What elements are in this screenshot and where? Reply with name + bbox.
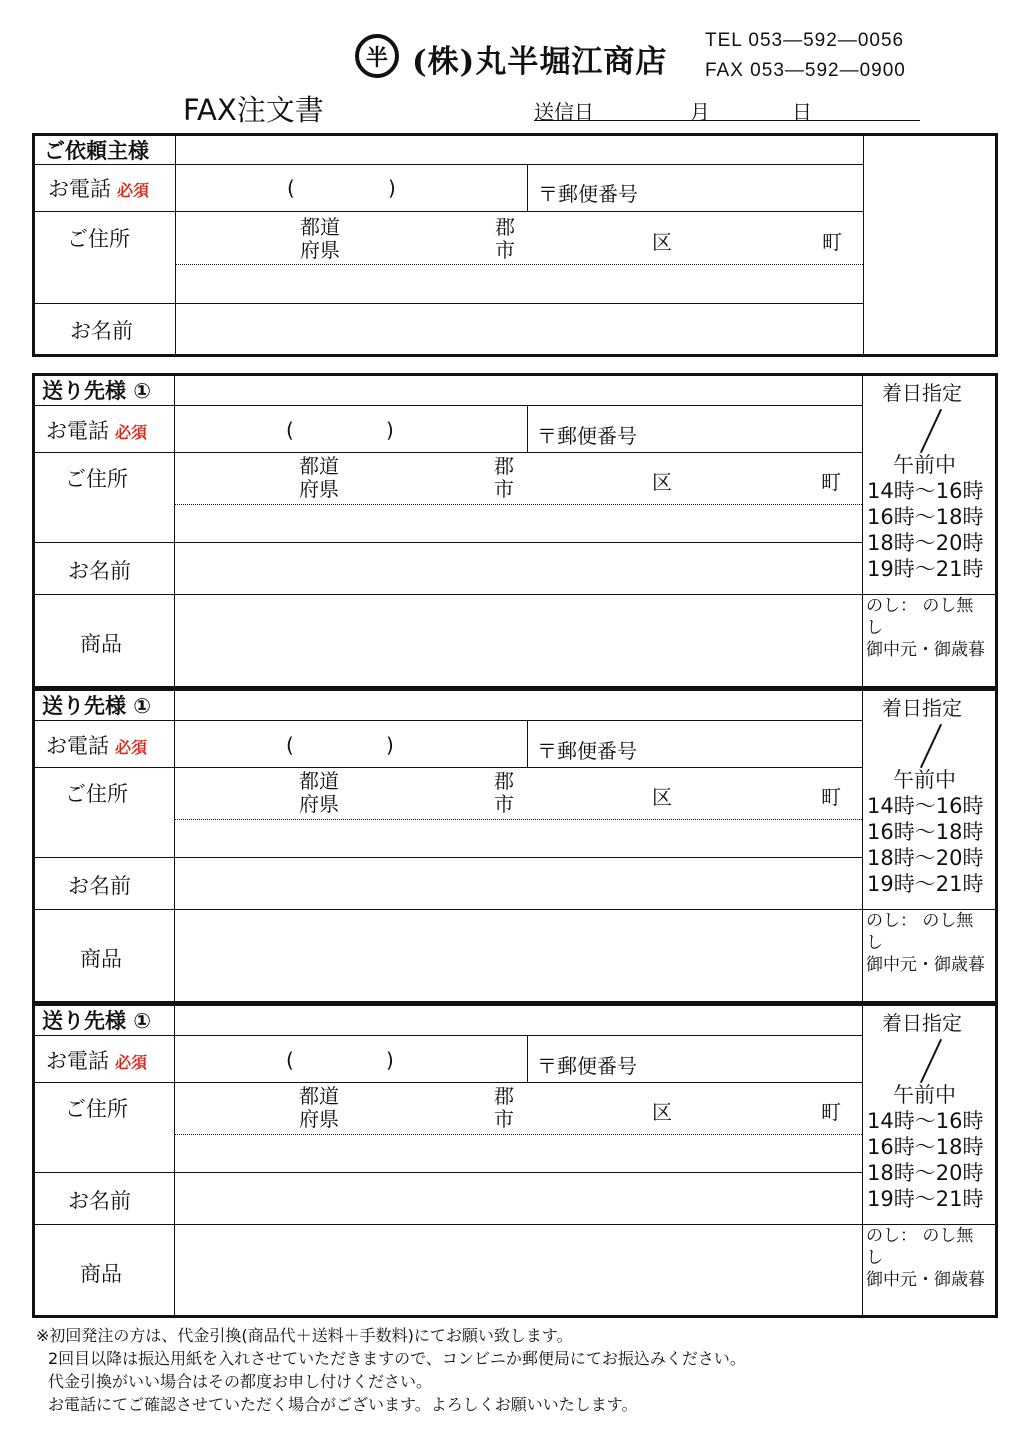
recipient-heading-text: 送り先様 ① <box>42 379 152 403</box>
delivery-date-title: 着日指定 <box>882 381 962 405</box>
tel-number: TEL 053—592—0056 <box>705 30 905 51</box>
town-label: 町 <box>822 230 842 254</box>
delivery-date-title: 着日指定 <box>882 696 962 720</box>
requester-heading-text: ご依頼主様 <box>44 139 149 163</box>
delivery-time-slot: 18時～20時 <box>867 531 984 555</box>
recipient-row-line <box>32 1224 998 1225</box>
required-badge: 必須 <box>117 181 150 200</box>
recipient-heading <box>42 690 151 720</box>
recipient-row-line <box>32 452 862 453</box>
requester-heading <box>44 135 149 165</box>
ward-label: 区 <box>652 470 672 494</box>
recipient-address-label-text: ご住所 <box>65 467 128 491</box>
recipient-phone-divider <box>527 1035 528 1082</box>
recipient-phone-label <box>46 1045 147 1075</box>
recipient-phone-divider <box>527 720 528 767</box>
recipient-product-label <box>80 943 122 973</box>
prefecture-label: 都道 府県 <box>299 1084 339 1131</box>
recipient-row-line <box>32 594 998 595</box>
recipient-address-label-text: ご住所 <box>65 1097 128 1121</box>
delivery-time-slot: 14時～16時 <box>867 479 984 503</box>
recipient-phone-label-text: お電話 <box>46 734 109 758</box>
recipient-row-line <box>32 405 862 406</box>
recipient-address-dotted <box>174 1134 862 1135</box>
ward-label: 区 <box>652 230 672 254</box>
recipient-name-label-text: お名前 <box>68 874 131 898</box>
requester-section <box>32 133 998 357</box>
recipient-label-divider <box>174 1006 175 1316</box>
recipient-address-label <box>65 463 128 493</box>
town-label: 町 <box>821 470 841 494</box>
noshi-options: のし： のし無し 御中元・御歳暮 <box>866 1226 985 1290</box>
recipient-address-label <box>65 778 128 808</box>
recipient-label-divider <box>174 376 175 686</box>
footer-note: ※初回発注の方は、代金引換(商品代＋送料＋手数料)にてお願い致します。 <box>36 1326 573 1345</box>
recipient-product-label <box>80 628 122 658</box>
required-badge: 必須 <box>115 738 148 757</box>
requester-phone-label <box>48 173 149 203</box>
county-city-label: 郡 市 <box>495 215 515 262</box>
phone-paren-close: ) <box>386 1048 394 1072</box>
recipient-section <box>32 688 998 1004</box>
recipient-section <box>32 373 998 689</box>
phone-paren-close: ) <box>386 418 394 442</box>
requester-name-label-text: お名前 <box>70 319 133 343</box>
requester-phone-divider <box>527 164 528 211</box>
requester-address-label-text: ご住所 <box>67 227 130 251</box>
send-date-line[interactable] <box>534 96 920 124</box>
delivery-time-slot: 14時～16時 <box>867 1109 984 1133</box>
send-day-label: 日 <box>792 100 812 124</box>
recipient-heading <box>42 375 151 405</box>
delivery-time-slot: 16時～18時 <box>867 820 984 844</box>
noshi-options: のし： のし無し 御中元・御歳暮 <box>866 596 985 660</box>
phone-paren-open: ( <box>287 176 295 200</box>
requester-address-dotted <box>175 264 863 265</box>
recipient-address-dotted <box>174 504 862 505</box>
recipient-side-divider <box>862 1006 863 1316</box>
recipient-phone-label-text: お電話 <box>46 1049 109 1073</box>
county-city-label: 郡 市 <box>494 769 514 816</box>
phone-paren-open: ( <box>286 1048 294 1072</box>
ward-label: 区 <box>652 785 672 809</box>
recipient-name-label-text: お名前 <box>68 1189 131 1213</box>
delivery-time-slot: 16時～18時 <box>867 505 984 529</box>
recipient-name-label-text: お名前 <box>68 559 131 583</box>
recipient-heading-text: 送り先様 ① <box>42 1009 152 1033</box>
send-month-label: 月 <box>690 100 710 124</box>
footer-note: 2回目以降は振込用紙を入れさせていただきますので、コンビニか郵便局にてお振込みください。 <box>48 1349 746 1368</box>
ward-label: 区 <box>652 1100 672 1124</box>
noshi-options: のし： のし無し 御中元・御歳暮 <box>866 911 985 975</box>
recipient-row-line <box>32 909 998 910</box>
footer-note: 代金引換がいい場合はその都度お申し付けください。 <box>48 1372 433 1391</box>
delivery-date-title: 着日指定 <box>882 1011 962 1035</box>
delivery-time-slot: 19時～21時 <box>867 1187 984 1211</box>
recipient-row-line <box>32 1082 862 1083</box>
postal-code-label: 〒郵便番号 <box>538 182 638 206</box>
required-badge: 必須 <box>115 1053 148 1072</box>
delivery-time-slot: 18時～20時 <box>867 1161 984 1185</box>
requester-row-line <box>32 303 863 304</box>
recipient-address-dotted <box>174 819 862 820</box>
footer-note: お電話にてご確認させていただく場合がございます。よろしくお願いいたします。 <box>48 1395 638 1414</box>
recipient-row-line <box>32 1035 862 1036</box>
recipient-name-label <box>68 1185 131 1215</box>
recipient-row-line <box>32 542 862 543</box>
recipient-heading-text: 送り先様 ① <box>42 694 152 718</box>
recipient-name-label <box>68 870 131 900</box>
fax-number: FAX 053—592—0900 <box>705 60 906 81</box>
delivery-time-slot: 午前中 <box>893 1083 956 1107</box>
recipient-product-label-text: 商品 <box>80 947 122 971</box>
delivery-time-slot: 午前中 <box>893 768 956 792</box>
page-title: FAX注文書 <box>183 93 324 127</box>
recipient-side-divider <box>862 691 863 1001</box>
delivery-time-slot: 16時～18時 <box>867 1135 984 1159</box>
postal-code-label: 〒郵便番号 <box>537 1054 637 1078</box>
requester-row-line <box>32 164 863 165</box>
requester-label-divider <box>175 136 176 354</box>
phone-paren-open: ( <box>286 418 294 442</box>
required-badge: 必須 <box>115 423 148 442</box>
prefecture-label: 都道 府県 <box>299 769 339 816</box>
delivery-time-slot: 18時～20時 <box>867 846 984 870</box>
town-label: 町 <box>821 1100 841 1124</box>
delivery-time-slot: 午前中 <box>893 453 956 477</box>
recipient-name-label <box>68 555 131 585</box>
send-date-label: 送信日 <box>534 100 594 124</box>
recipient-product-label-text: 商品 <box>80 1262 122 1286</box>
recipient-product-label <box>80 1258 122 1288</box>
recipient-row-line <box>32 857 862 858</box>
company-logo <box>355 34 399 78</box>
recipient-heading <box>42 1005 151 1035</box>
recipient-address-label <box>65 1093 128 1123</box>
phone-paren-close: ) <box>388 176 396 200</box>
recipient-section <box>32 1003 998 1318</box>
requester-side-divider <box>863 136 864 354</box>
recipient-side-divider <box>862 376 863 686</box>
recipient-row-line <box>32 720 862 721</box>
county-city-label: 郡 市 <box>494 454 514 501</box>
prefecture-label: 都道 府県 <box>299 454 339 501</box>
logo-char: 半 <box>365 44 388 71</box>
delivery-time-slot: 14時～16時 <box>867 794 984 818</box>
requester-row-line <box>32 211 863 212</box>
phone-paren-close: ) <box>386 733 394 757</box>
requester-phone-label-text: お電話 <box>48 177 111 201</box>
prefecture-label: 都道 府県 <box>300 215 340 262</box>
town-label: 町 <box>821 785 841 809</box>
recipient-product-label-text: 商品 <box>80 632 122 656</box>
recipient-label-divider <box>174 691 175 1001</box>
company-name: (株)丸半堀江商店 <box>412 44 668 80</box>
requester-address-label <box>67 223 130 253</box>
recipient-row-line <box>32 1172 862 1173</box>
recipient-phone-label-text: お電話 <box>46 419 109 443</box>
recipient-address-label-text: ご住所 <box>65 782 128 806</box>
recipient-phone-divider <box>527 405 528 452</box>
postal-code-label: 〒郵便番号 <box>537 424 637 448</box>
phone-paren-open: ( <box>286 733 294 757</box>
county-city-label: 郡 市 <box>494 1084 514 1131</box>
postal-code-label: 〒郵便番号 <box>537 739 637 763</box>
recipient-phone-label <box>46 730 147 760</box>
recipient-phone-label <box>46 415 147 445</box>
delivery-time-slot: 19時～21時 <box>867 557 984 581</box>
requester-name-label <box>70 315 133 345</box>
recipient-row-line <box>32 767 862 768</box>
delivery-time-slot: 19時～21時 <box>867 872 984 896</box>
